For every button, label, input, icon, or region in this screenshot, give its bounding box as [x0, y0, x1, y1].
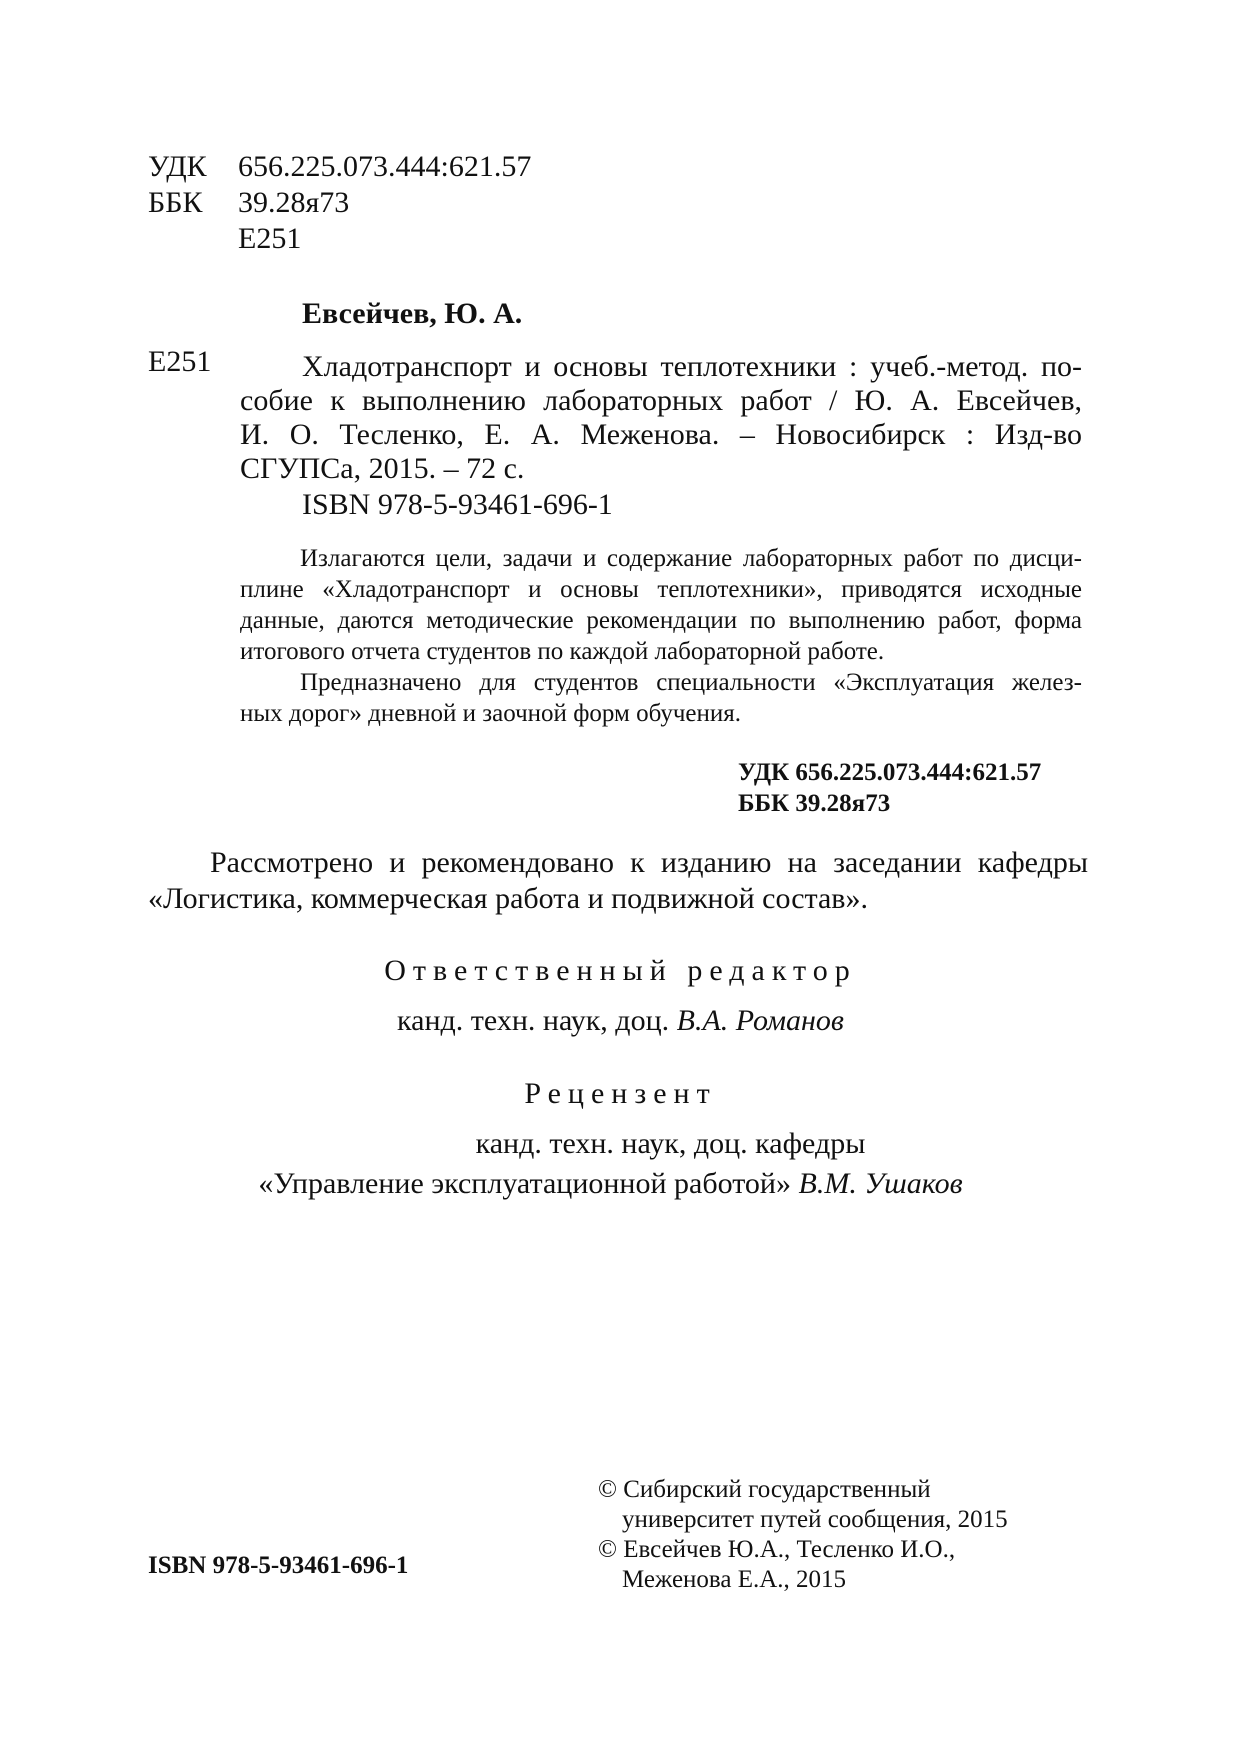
copyright-line-4: Меженова Е.А., 2015: [622, 1566, 847, 1593]
bbk-value: 39.28я73: [238, 186, 350, 219]
annotation-line-4: итогового отчета студентов по каждой лабораторной работе.: [240, 638, 885, 665]
approval-line-2: «Логистика, коммерческая работа и подвижной состав».: [148, 882, 868, 915]
copyright-line-1: © Сибирский государственный: [598, 1476, 931, 1503]
approval-line-1: Рассмотрено и рекомендовано к изданию на заседании кафедры: [210, 846, 1088, 879]
udk-value: 656.225.073.444:621.57: [238, 150, 532, 183]
annotation-line-3: данные, даются методические рекомендации по выполнению работ, форма: [240, 607, 1082, 634]
description-line-2: собие к выполнению лабораторных работ / Ю. А. Евсейчев,: [240, 384, 1082, 417]
annotation-line-6: ных дорог» дневной и заочной форм обучения.: [240, 700, 742, 727]
reviewer-line-1: канд. техн. наук, доц. кафедры: [475, 1127, 866, 1160]
editor-name: В.А. Романов: [676, 1004, 844, 1037]
author-mark-top: Е251: [238, 222, 302, 255]
udk-label: УДК: [148, 150, 207, 183]
annotation-line-1: Излагаются цели, задачи и содержание лабораторных работ по дисци-: [300, 545, 1082, 572]
author-mark-entry: Е251: [148, 345, 212, 378]
entry-isbn: ISBN 978-5-93461-696-1: [302, 488, 613, 521]
reviewer-heading: Рецензент: [524, 1077, 717, 1110]
description-line-1: Хладотранспорт и основы теплотехники : учеб.-метод. по-: [302, 350, 1082, 383]
annotation-line-2: плине «Хладотранспорт и основы теплотехники», приводятся исходные: [240, 576, 1082, 603]
annotation-udk: УДК 656.225.073.444:621.57: [738, 759, 1042, 786]
description-line-4: СГУПСа, 2015. – 72 с.: [240, 452, 525, 485]
copyright-line-3: © Евсейчев Ю.А., Тесленко И.О.,: [598, 1536, 956, 1563]
copyright-line-2: университет путей сообщения, 2015: [622, 1506, 1008, 1533]
annotation-bbk: ББК 39.28я73: [738, 790, 891, 817]
author-heading: Евсейчев, Ю. А.: [302, 297, 523, 330]
editor-heading: Ответственный редактор: [384, 954, 857, 987]
reviewer-name: В.М. Ушаков: [798, 1167, 963, 1200]
annotation-line-5: Предназначено для студентов специальности «Эксплуатация желез-: [300, 669, 1082, 696]
editor-title: канд. техн. наук, доц.: [397, 1004, 670, 1037]
editor-line: [0, 1004, 1241, 1038]
description-line-3: И. О. Тесленко, Е. А. Меженова. – Новосибирск : Изд-во: [240, 418, 1082, 451]
footer-isbn: ISBN 978-5-93461-696-1: [148, 1552, 409, 1579]
reviewer-department: «Управление эксплуатационной работой»: [258, 1167, 791, 1200]
reviewer-line-2: [40, 1167, 1181, 1201]
bbk-label: ББК: [148, 186, 203, 219]
